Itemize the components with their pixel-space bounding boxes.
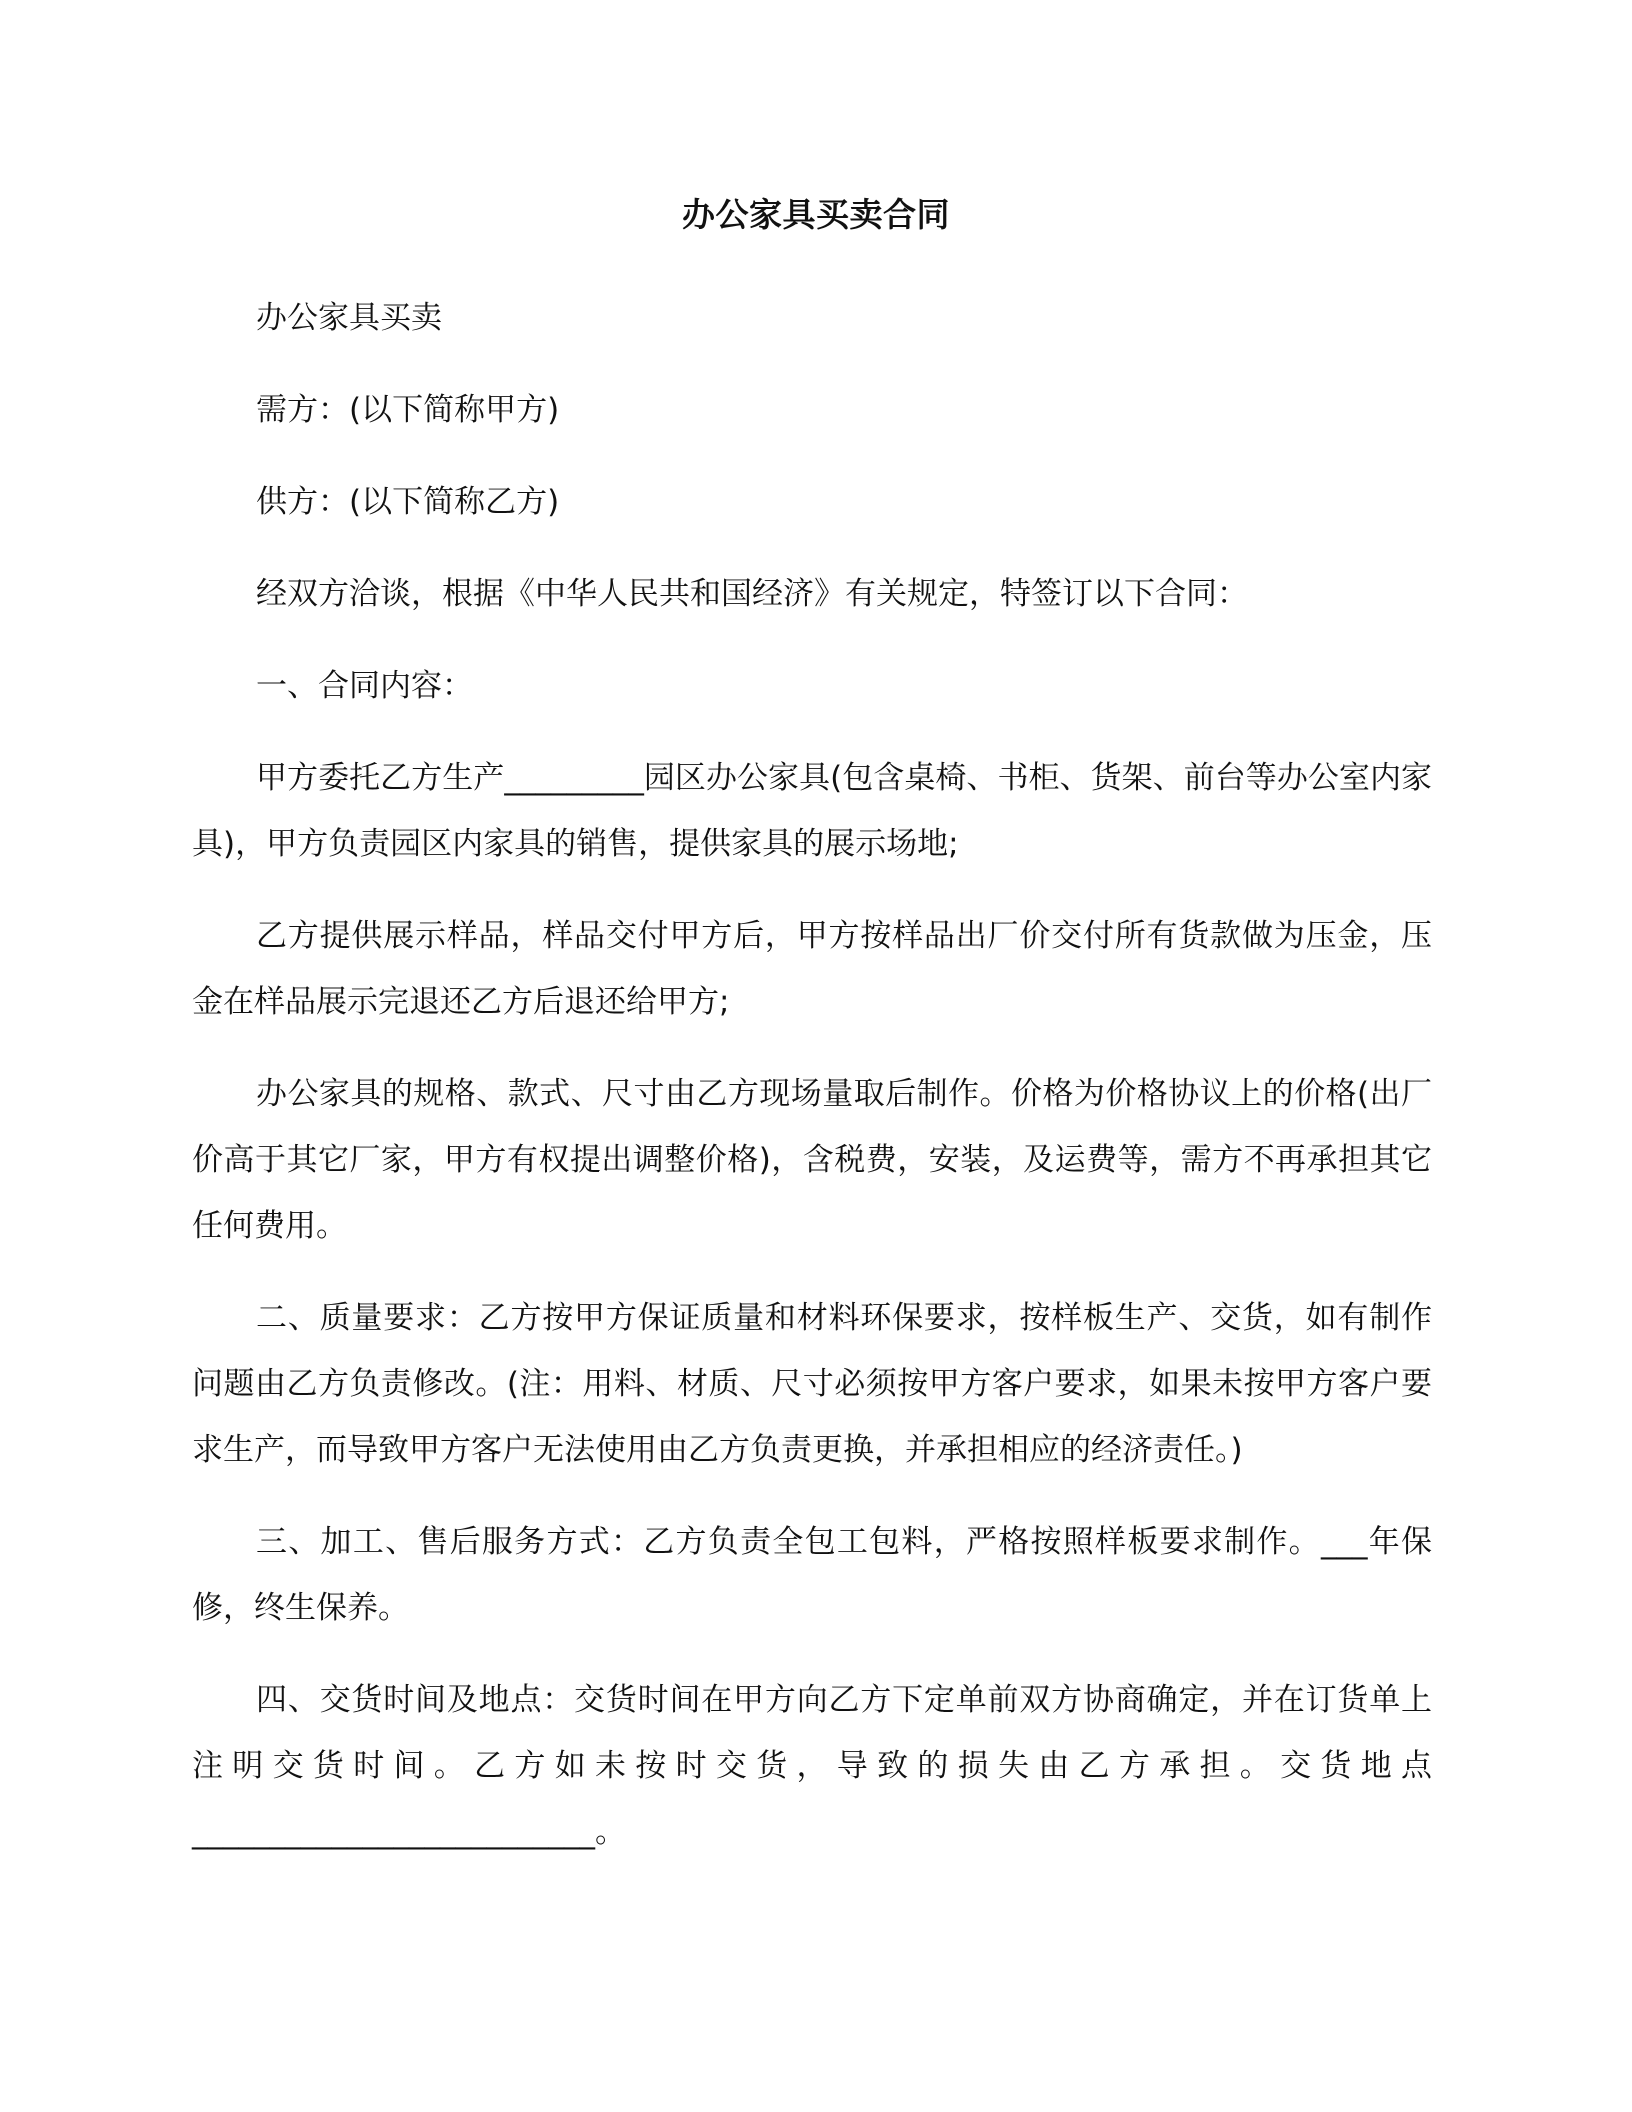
- document-title: 办公家具买卖合同: [682, 195, 950, 234]
- paragraph-samples: 乙方提供展示样品，样品交付甲方后，甲方按样品出厂价交付所有货款做为压金，压金在样品展示完退还乙方后退还给甲方;: [192, 918, 1432, 1020]
- section-after-sales-service: 三、加工、售后服务方式：乙方负责全包工包料，严格按照样板要求制作。___年保修，终生保养。: [192, 1524, 1432, 1626]
- section-heading-contract-content: 一、合同内容：: [256, 668, 473, 704]
- paragraph-commission: 甲方委托乙方生产_________园区办公家具(包含桌椅、书柜、货架、前台等办公室内家具)，甲方负责园区内家具的销售，提供家具的展示场地;: [192, 760, 1432, 862]
- paragraph-supplier: 供方：(以下简称乙方): [256, 484, 560, 520]
- paragraph-preamble: 经双方洽谈，根据《中华人民共和国经济》有关规定，特签订以下合同：: [256, 576, 1248, 612]
- section-delivery: 四、交货时间及地点：交货时间在甲方向乙方下定单前双方协商确定，并在订货单上注明交货时间。乙方如未按时交货，导致的损失由乙方承担。交货地点__________________________。: [192, 1682, 1432, 1850]
- paragraph-buyer: 需方：(以下简称甲方): [256, 392, 560, 428]
- document-body: [192, 285, 1432, 1891]
- section-quality-requirements: 二、质量要求：乙方按甲方保证质量和材料环保要求，按样板生产、交货，如有制作问题由乙方负责修改。(注：用料、材质、尺寸必须按甲方客户要求，如果未按甲方客户要求生产，而导致甲方客户无法使用由乙方负责更换，并承担相应的经济责任。): [192, 1300, 1432, 1468]
- paragraph-pricing: 办公家具的规格、款式、尺寸由乙方现场量取后制作。价格为价格协议上的价格(出厂价高于其它厂家，甲方有权提出调整价格)，含税费，安装，及运费等，需方不再承担其它任何费用。: [192, 1076, 1432, 1244]
- paragraph-subject: 办公家具买卖: [256, 300, 442, 336]
